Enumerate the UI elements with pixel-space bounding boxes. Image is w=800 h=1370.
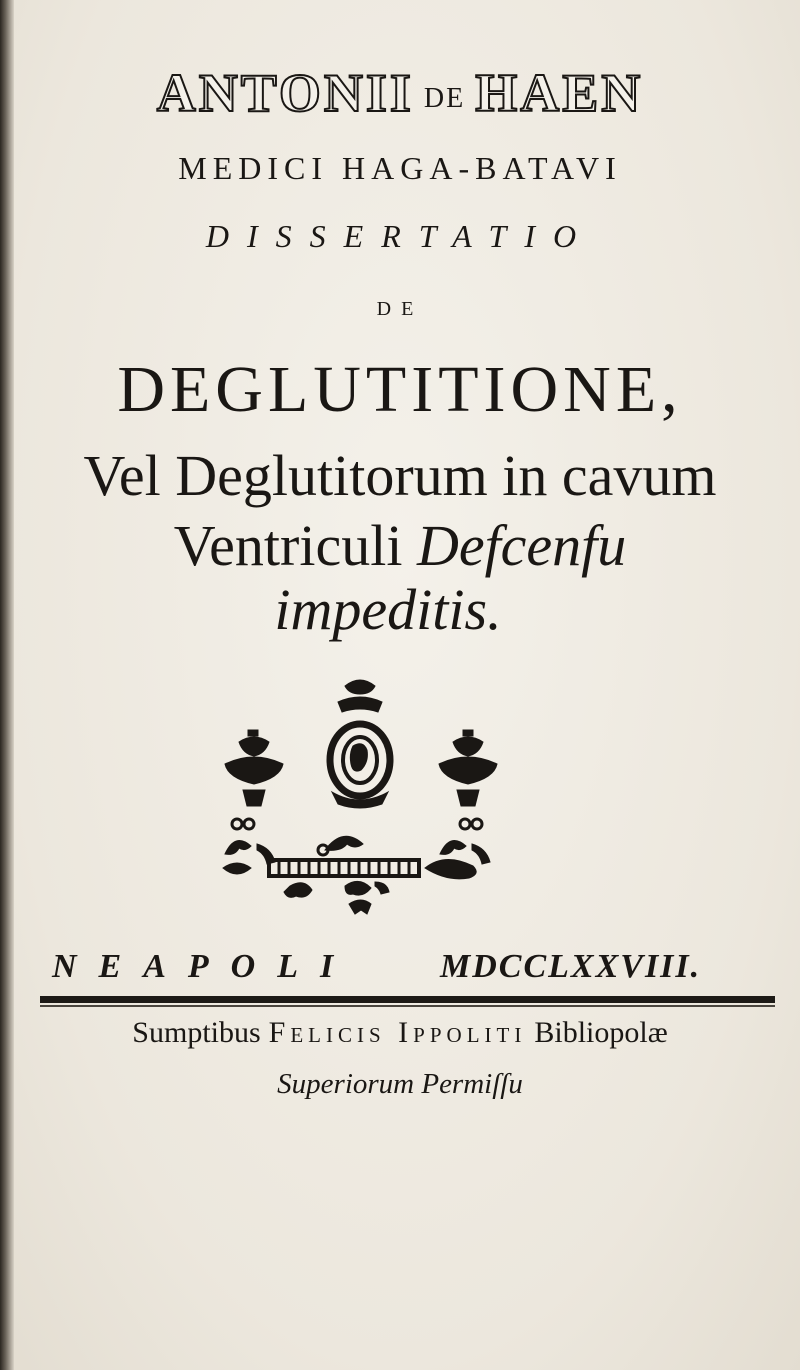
publisher-line — [0, 1016, 800, 1050]
subtitle-line-3: impeditis. — [274, 577, 502, 642]
thin-rule — [40, 1005, 775, 1007]
imprint-year: MDCCLXXVIII. — [440, 948, 702, 985]
printers-ornament-icon — [195, 672, 525, 922]
author-profession: MEDICI HAGA-BATAVI — [178, 150, 622, 186]
book-spine-edge — [0, 0, 14, 1370]
imprint-city: NEAPOLI — [52, 948, 356, 985]
main-title: DEGLUTITIONE, — [117, 353, 683, 426]
publisher-suffix: Bibliopolæ — [534, 1016, 668, 1049]
author-first-name: ANTONII — [156, 63, 414, 123]
subtitle-line-2-roman: Ventriculi — [173, 513, 417, 578]
subtitle-line-1: Vel Deglutitorum in cavum — [83, 443, 717, 508]
subtitle-line-2 — [0, 512, 800, 579]
thick-rule — [40, 996, 775, 1003]
permission-line: Superiorum Permiſſu — [277, 1068, 523, 1100]
author-last-name: HAEN — [475, 63, 644, 123]
author-particle: DE — [423, 82, 466, 114]
preposition-de: DE — [376, 298, 424, 320]
publisher-prefix: Sumptibus — [132, 1016, 261, 1049]
publisher-name: Felicis Ippoliti — [268, 1016, 527, 1049]
subtitle-line-2-italic: Defcenfu — [416, 513, 627, 578]
genre-label: DISSERTATIO — [205, 218, 595, 254]
author-name — [0, 62, 800, 124]
